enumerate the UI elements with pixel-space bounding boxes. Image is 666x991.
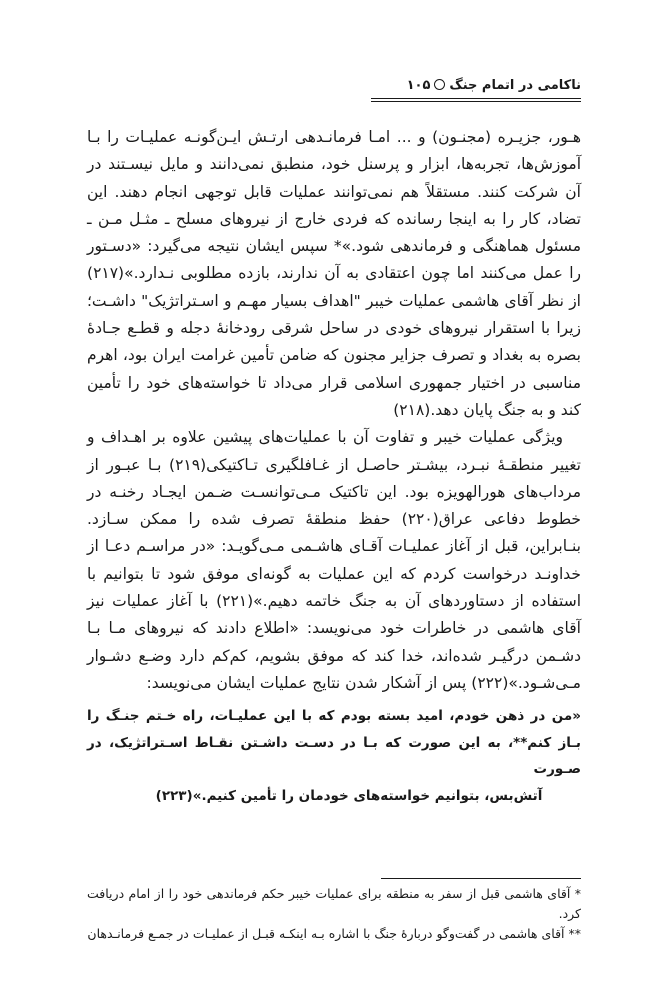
main-text	[87, 124, 581, 809]
footnote-2: ** آقای هاشمی در گفت‌وگو دربارهٔ جنگ با اشاره بـه اینکـه قبـل از عملیـات در جمـع فرمانـدهان	[87, 926, 581, 941]
circle-ornament-icon	[434, 79, 445, 90]
running-header	[87, 78, 581, 104]
quote-text: «من در ذهن خودم، امید بسته بودم که با این عملیـات، راه خـتم جنـگ را بـاز کنم**، به این صورت که بـا در دسـت داشـتن نقـاط اسـتراتژیک، در صـورت	[87, 708, 581, 778]
footnote-1: * آقای هاشمی قبل از سفر به منطقه برای عملیات خیبر حکم فرماندهی خود را از امام دریافت کرد.	[87, 886, 581, 921]
running-title-line	[407, 78, 581, 93]
paragraph-2: ویژگی عملیات خیبر و تفاوت آن با عملیات‌های پیشین علاوه بر اهـداف و تغییر منطقـهٔ نبـرد، بیشـتر حاصـل از غـافلگیری تـاکتیکی(۲۱۹) بـا عبـور از مرداب‌های هورالهویزه بود. این تاکتیک مـی‌توانسـت ضـمن ایجـاد رخنـه در خطوط دفاعی عراق(۲۲۰) حفظ منطقهٔ تصرف شده را ممکن سـازد. بنـابراین، قبل از آغاز عملیـات آقـای هاشـمی مـی‌گویـد: «در مراسـم دعـا از خداونـد درخواست کردم که این عملیات به گونه‌ای موفق شود تا بتوانیم با استفاده از دستاوردهای آن به جنگ خاتمه دهیم.»(۲۲۱) با آغاز عملیات نیز آقای هاشمی در خاطرات خود می‌نویسد: «اطلاع دادند که نیروهای مـا بـا دشـمن درگیـر شده‌اند، خدا کند که موفق بشویم، کم‌کم دارد وضـع دشـوار مـی‌شـود.»(۲۲۲) پس از آشکار شدن نتایج عملیات ایشان می‌نویسد:	[87, 428, 581, 692]
paragraph-1: هـور، جزیـره (مجنـون) و ... امـا فرمانـدهی ارتـش ایـن‌گونـه عملیـات را بـا آموزش‌ها، تجربه‌ها، ابزار و پرسنل خود، منطبق نمی‌دانند و مایل نیسـتند در آن شرکت کنند. مستقلاً هم نمی‌توانند عملیات قابل توجهی انجام دهند. این تضاد، کار را به اینجا رسانده که فردی خارج از نیروهای مسلح ـ مثـل مـن ـ مسئول هماهنگی و فرماندهی شود.»* سپس ایشان نتیجه می‌گیرد: «دسـتور را عمل می‌کنند اما چون اعتقادی به آن ندارند، بازده مطلوبی نـدارد.»(۲۱۷) از نظر آقای هاشمی عملیات خیبر "اهداف بسیار مهـم و اسـتراتژیک" داشـت؛ زیرا با استقرار نیروهای خودی در ساحل شرقی رودخانهٔ دجله و قطـع جـادهٔ بصره به بغداد و تصرف جزایر مجنون که ضامن تأمین غرامت ایران بود، اهرم مناسبی در اختیار جمهوری اسلامی قرار می‌داد تا خواسته‌های خود را تأمین کند و به جنگ پایان دهد.(۲۱۸)	[87, 128, 581, 419]
footnote-separator	[381, 878, 581, 879]
header-rule-bottom	[371, 101, 581, 102]
footnotes	[87, 884, 581, 944]
quote-last-line: آتش‌بس، بتوانیم خواسته‌های خودمان را تأمین کنیم.»(۲۲۳)	[155, 787, 543, 804]
block-quote	[87, 703, 581, 809]
header-rule-top	[371, 98, 581, 99]
page-number: ۱۰۵	[406, 78, 431, 93]
running-title: ناکامی در اتمام جنگ	[449, 78, 581, 93]
